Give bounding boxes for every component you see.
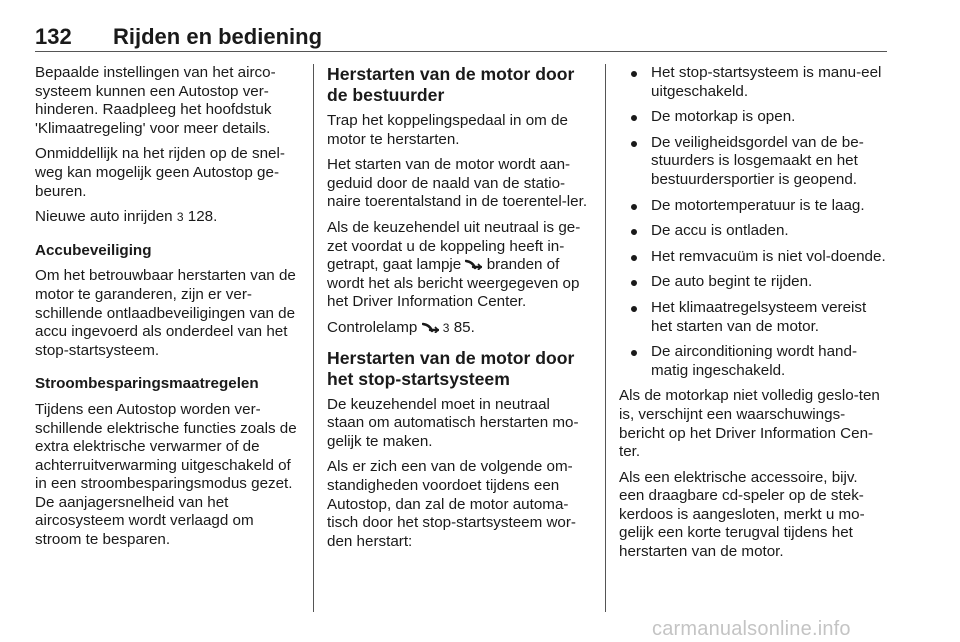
paragraph: Als een elektrische accessoire, bijv. een draagbare cd-speler op de stek-kerdoos is aangesloten, merkt u mo-gelijk een korte terugval tijdens het herstarten van de motor. xyxy=(619,468,865,561)
page-reference-icon: 3 xyxy=(442,320,450,335)
paragraph-reference xyxy=(327,319,591,338)
reference-page-link[interactable]: 85. xyxy=(453,318,475,336)
list-item: De motorkap is open. xyxy=(619,108,887,127)
list-item: De auto begint te rijden. xyxy=(619,273,887,292)
column-divider xyxy=(313,64,314,612)
bullet-icon xyxy=(631,306,637,312)
section-heading: Herstarten van de motor door de bestuurder xyxy=(327,64,575,105)
paragraph-with-lamp: Als de keuzehendel uit neutraal is ge-zet voordat u de koppeling heeft in-getrapt, gaat lampje branden of wordt het als bericht weergegeven op het Driver Information Center. xyxy=(327,218,581,311)
page-header xyxy=(35,22,887,50)
column-3 xyxy=(619,64,887,569)
paragraph: Tijdens een Autostop worden ver-schillende elektrische functies zoals de extra elektrische verwarmer of de achterruitverwarming uitgeschakeld of in een stroombesparingsmodus gezet. De aanjagersnelheid van het aircosysteem wordt verlaagd om stroom te besparen. xyxy=(35,400,297,549)
paragraph: Het starten van de motor wordt aan-geduid door de naald van de statio-naire toerentalstand in de toerentel-ler. xyxy=(327,156,588,211)
list-item: De airconditioning wordt hand-matig ingeschakeld. xyxy=(619,343,887,380)
reference-page-link[interactable]: 128. xyxy=(187,208,218,226)
restart-conditions-list xyxy=(619,64,887,380)
bullet-icon xyxy=(631,350,637,356)
list-item: De veiligheidsgordel van de be-stuurders is losgemaakt en het bestuurdersportier is geopend. xyxy=(619,134,887,190)
bullet-icon xyxy=(631,204,637,210)
list-item: Het remvacuüm is niet vol-doende. xyxy=(619,248,887,267)
reference-text: Nieuwe auto inrijden xyxy=(35,208,173,226)
list-item: De motortemperatuur is te laag. xyxy=(619,197,887,216)
bullet-icon xyxy=(631,255,637,261)
section-heading: Herstarten van de motor door het stop-startsysteem xyxy=(327,347,575,389)
paragraph: Om het betrouwbaar herstarten van de motor te garanderen, zijn er ver-schillende ontlaadbeveiligingen van de accu ingevoerd als onderdeel van het stop-startsysteem. xyxy=(35,267,296,359)
engine-restart-lamp-icon xyxy=(422,322,439,333)
paragraph: De keuzehendel moet in neutraal staan om automatisch herstarten mo-gelijk te maken. xyxy=(327,395,579,450)
page-number: 132 xyxy=(35,24,72,49)
paragraph: Bepaalde instellingen van het airco-systeem kunnen een Autostop ver-hinderen. Raadpleeg het hoofdstuk 'Klimaatregeling' voor meer details. xyxy=(35,64,276,137)
subheading-accubeveiliging: Accubeveiliging xyxy=(35,241,152,259)
column-2 xyxy=(327,64,591,558)
watermark: carmanualsonline.info xyxy=(652,618,851,640)
bullet-icon xyxy=(631,280,637,286)
list-item: Het klimaatregelsysteem vereist het starten van de motor. xyxy=(619,299,887,336)
paragraph: Onmiddellijk na het rijden op de snel-weg kan mogelijk geen Autostop ge-beuren. xyxy=(35,145,285,200)
reference-text: Controlelamp xyxy=(327,318,418,336)
paragraph: Trap het koppelingspedaal in om de motor te herstarten. xyxy=(327,112,568,148)
bullet-icon xyxy=(631,229,637,235)
bullet-icon xyxy=(631,71,637,77)
bullet-icon xyxy=(631,115,637,121)
bullet-icon xyxy=(631,141,637,147)
header-rule xyxy=(35,51,887,52)
paragraph-reference xyxy=(35,208,303,227)
column-divider xyxy=(605,64,606,612)
list-item: Het stop-startsysteem is manu-eel uitgeschakeld. xyxy=(619,64,887,101)
engine-restart-lamp-icon xyxy=(465,259,482,270)
paragraph: Als er zich een van de volgende om-standigheden voordoet tijdens een Autostop, dan zal de motor automa-tisch door het stop-startsysteem wor-den herstart: xyxy=(327,458,576,550)
subheading-stroombesparing: Stroombesparingsmaatregelen xyxy=(35,375,259,393)
list-item: De accu is ontladen. xyxy=(619,222,887,241)
chapter-title: Rijden en bediening xyxy=(113,24,323,49)
column-1 xyxy=(35,64,303,557)
page-reference-icon: 3 xyxy=(176,210,184,225)
paragraph: Als de motorkap niet volledig geslo-ten is, verschijnt een waarschuwings-bericht op het Driver Information Cen-ter. xyxy=(619,387,880,461)
